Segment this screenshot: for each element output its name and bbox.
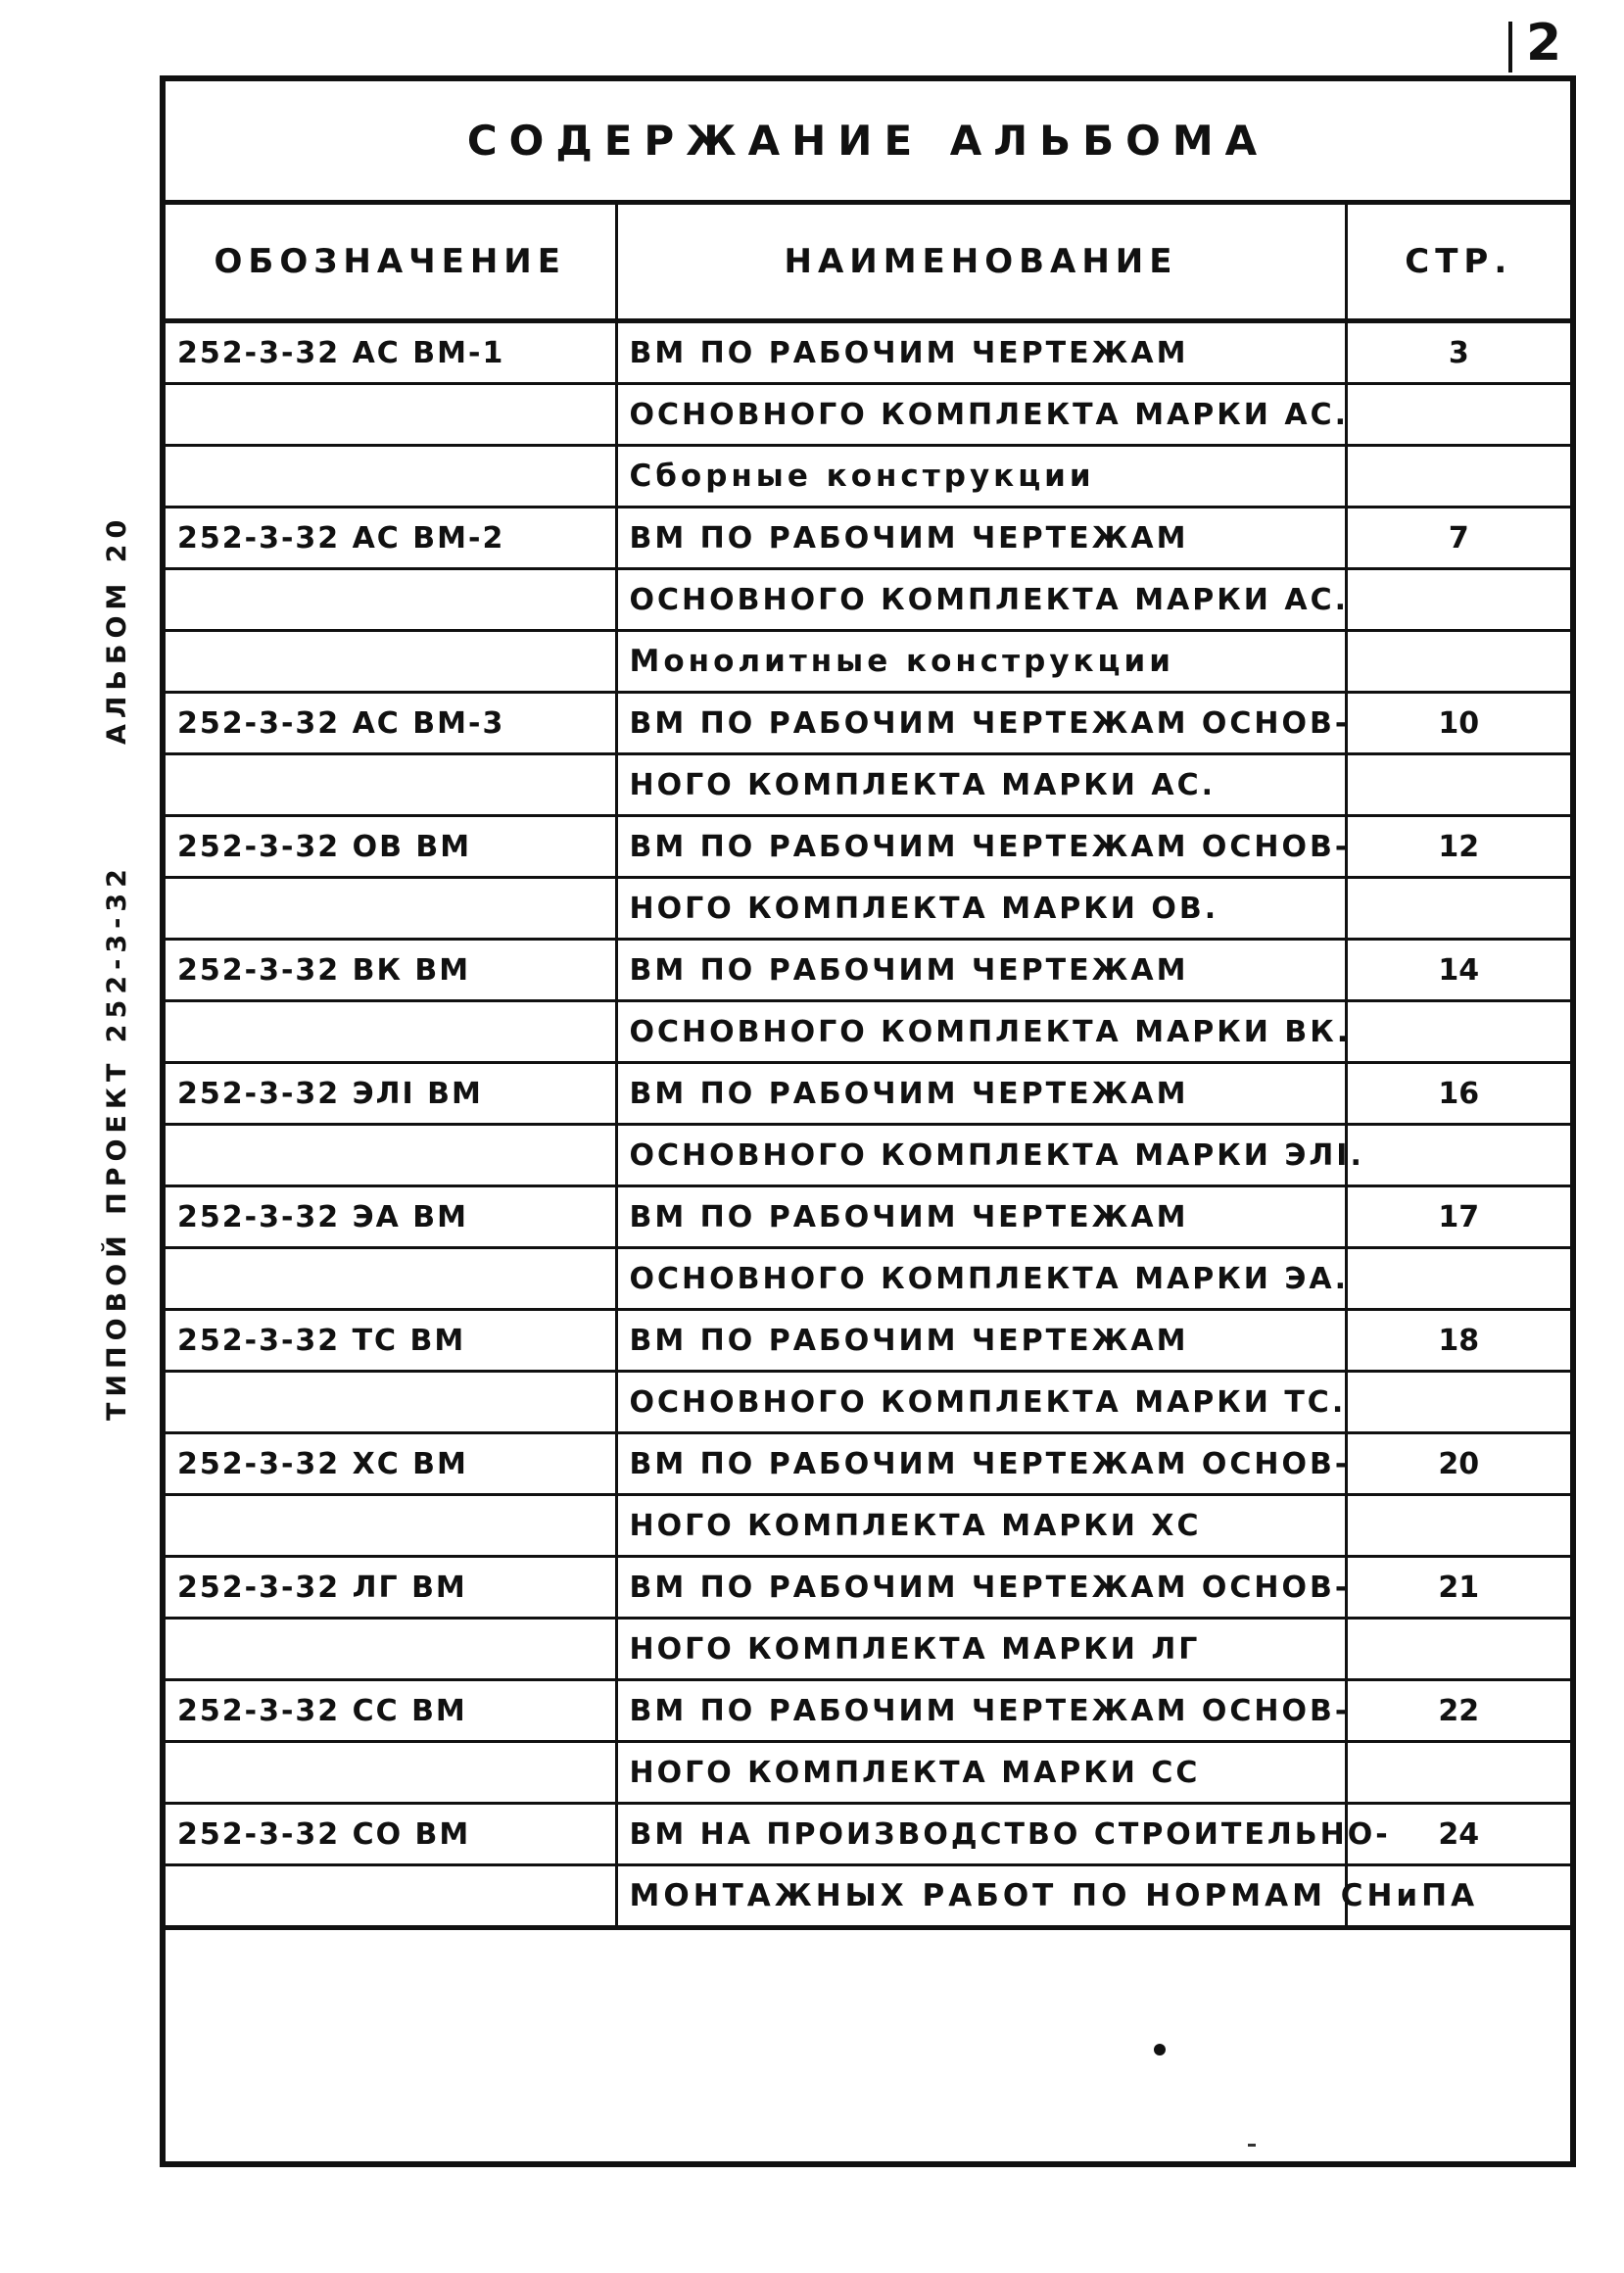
table-row — [166, 1742, 1570, 1804]
designation-cell: 252-3-32 СС ВМ — [166, 1680, 616, 1742]
designation-cell: 252-3-32 СО ВМ — [166, 1804, 616, 1865]
table-row — [166, 1557, 1570, 1619]
ink-dot — [1154, 2044, 1166, 2055]
table-row — [166, 1865, 1570, 1928]
document-frame — [160, 75, 1576, 2167]
table-row — [166, 569, 1570, 631]
page-cell — [1346, 878, 1570, 940]
side-project-label: ТИПОВОЙ ПРОЕКТ 252-3-32 — [102, 863, 132, 1421]
page-cell: 18 — [1346, 1310, 1570, 1372]
table-row — [166, 878, 1570, 940]
page-cell — [1346, 384, 1570, 446]
name-cell: ВМ ПО РАБОЧИМ ЧЕРТЕЖАМ ОСНОВ- — [616, 693, 1346, 754]
name-cell: НОГО КОМПЛЕКТА МАРКИ ЛГ — [616, 1619, 1346, 1680]
page-cell: 14 — [1346, 940, 1570, 1001]
table-row — [166, 1680, 1570, 1742]
sheet-number-text: 2 — [1526, 14, 1564, 73]
page-cell — [1346, 1001, 1570, 1063]
designation-cell — [166, 1495, 616, 1557]
table-row — [166, 1804, 1570, 1865]
name-cell: ВМ ПО РАБОЧИМ ЧЕРТЕЖАМ ОСНОВ- — [616, 1680, 1346, 1742]
designation-cell — [166, 1125, 616, 1186]
name-cell: ВМ НА ПРОИЗВОДСТВО СТРОИТЕЛЬНО- — [616, 1804, 1346, 1865]
page-cell — [1346, 1619, 1570, 1680]
name-cell: НОГО КОМПЛЕКТА МАРКИ АС. — [616, 754, 1346, 816]
name-cell: Сборные конструкции — [616, 446, 1346, 508]
designation-cell: 252-3-32 АС ВМ-3 — [166, 693, 616, 754]
page-cell: 20 — [1346, 1433, 1570, 1495]
designation-cell: 252-3-32 ВК ВМ — [166, 940, 616, 1001]
designation-cell: 252-3-32 ЛГ ВМ — [166, 1557, 616, 1619]
table-row — [166, 1495, 1570, 1557]
designation-cell — [166, 1619, 616, 1680]
name-cell: НОГО КОМПЛЕКТА МАРКИ ОВ. — [616, 878, 1346, 940]
header-row — [166, 205, 1570, 321]
page-cell — [1346, 1495, 1570, 1557]
name-cell: ВМ ПО РАБОЧИМ ЧЕРТЕЖАМ — [616, 1186, 1346, 1248]
table-row — [166, 631, 1570, 693]
table-row — [166, 1619, 1570, 1680]
designation-cell — [166, 446, 616, 508]
page-cell: 16 — [1346, 1063, 1570, 1125]
table-row — [166, 816, 1570, 878]
page-cell — [1346, 754, 1570, 816]
designation-cell: 252-3-32 АС ВМ-2 — [166, 508, 616, 569]
header-designation: ОБОЗНАЧЕНИЕ — [166, 205, 616, 321]
page-cell — [1346, 1372, 1570, 1433]
page-cell — [1346, 446, 1570, 508]
name-cell: ОСНОВНОГО КОМПЛЕКТА МАРКИ АС. — [616, 384, 1346, 446]
name-cell: ВМ ПО РАБОЧИМ ЧЕРТЕЖАМ ОСНОВ- — [616, 1557, 1346, 1619]
page-cell: 17 — [1346, 1186, 1570, 1248]
name-cell: ВМ ПО РАБОЧИМ ЧЕРТЕЖАМ ОСНОВ- — [616, 1433, 1346, 1495]
sheet-number-mark — [1508, 22, 1512, 73]
table-row — [166, 754, 1570, 816]
header-page: СТР. — [1346, 205, 1570, 321]
table-row — [166, 693, 1570, 754]
page-cell: 21 — [1346, 1557, 1570, 1619]
table-row — [166, 321, 1570, 384]
designation-cell: 252-3-32 ХС ВМ — [166, 1433, 616, 1495]
designation-cell — [166, 569, 616, 631]
page-cell: 24 — [1346, 1804, 1570, 1865]
name-cell: ВМ ПО РАБОЧИМ ЧЕРТЕЖАМ — [616, 1310, 1346, 1372]
designation-cell — [166, 878, 616, 940]
page-cell: 3 — [1346, 321, 1570, 384]
table-row — [166, 508, 1570, 569]
name-cell: НОГО КОМПЛЕКТА МАРКИ СС — [616, 1742, 1346, 1804]
table-row — [166, 1372, 1570, 1433]
sheet-number — [1508, 14, 1563, 73]
side-album-label: АЛЬБОМ 20 — [102, 513, 132, 745]
contents-table — [166, 205, 1570, 1930]
name-cell: ОСНОВНОГО КОМПЛЕКТА МАРКИ ЭЛI. — [616, 1125, 1346, 1186]
name-cell: ВМ ПО РАБОЧИМ ЧЕРТЕЖАМ — [616, 508, 1346, 569]
table-row — [166, 1248, 1570, 1310]
designation-cell — [166, 384, 616, 446]
table-row — [166, 1125, 1570, 1186]
page-cell: 10 — [1346, 693, 1570, 754]
name-cell: Монолитные конструкции — [616, 631, 1346, 693]
designation-cell — [166, 1248, 616, 1310]
designation-cell — [166, 1865, 616, 1928]
name-cell: ОСНОВНОГО КОМПЛЕКТА МАРКИ ЭА. — [616, 1248, 1346, 1310]
name-cell: ВМ ПО РАБОЧИМ ЧЕРТЕЖАМ ОСНОВ- — [616, 816, 1346, 878]
name-cell: ВМ ПО РАБОЧИМ ЧЕРТЕЖАМ — [616, 1063, 1346, 1125]
header-name: НАИМЕНОВАНИЕ — [616, 205, 1346, 321]
table-row — [166, 1433, 1570, 1495]
name-cell: НОГО КОМПЛЕКТА МАРКИ ХС — [616, 1495, 1346, 1557]
name-cell: ОСНОВНОГО КОМПЛЕКТА МАРКИ ВК. — [616, 1001, 1346, 1063]
table-row — [166, 1001, 1570, 1063]
table-row — [166, 1063, 1570, 1125]
table-row — [166, 446, 1570, 508]
page-cell — [1346, 569, 1570, 631]
table-row — [166, 1310, 1570, 1372]
designation-cell: 252-3-32 ЭЛI ВМ — [166, 1063, 616, 1125]
designation-cell: 252-3-32 ЭА ВМ — [166, 1186, 616, 1248]
designation-cell: 252-3-32 ТС ВМ — [166, 1310, 616, 1372]
page-cell — [1346, 1125, 1570, 1186]
page-cell: 7 — [1346, 508, 1570, 569]
designation-cell — [166, 631, 616, 693]
name-cell: МОНТАЖНЫХ РАБОТ ПО НОРМАМ СНиПА — [616, 1865, 1346, 1928]
table-row — [166, 940, 1570, 1001]
table-row — [166, 1186, 1570, 1248]
name-cell: ВМ ПО РАБОЧИМ ЧЕРТЕЖАМ — [616, 940, 1346, 1001]
designation-cell: 252-3-32 ОВ ВМ — [166, 816, 616, 878]
designation-cell — [166, 1372, 616, 1433]
table-row — [166, 384, 1570, 446]
ink-speck — [1248, 2144, 1256, 2147]
album-contents-title: СОДЕРЖАНИЕ АЛЬБОМА — [166, 81, 1570, 205]
name-cell: ОСНОВНОГО КОМПЛЕКТА МАРКИ ТС. — [616, 1372, 1346, 1433]
page-cell — [1346, 1248, 1570, 1310]
page-cell: 12 — [1346, 816, 1570, 878]
contents-body — [166, 321, 1570, 1928]
designation-cell — [166, 754, 616, 816]
designation-cell — [166, 1001, 616, 1063]
designation-cell — [166, 1742, 616, 1804]
page-cell: 22 — [1346, 1680, 1570, 1742]
name-cell: ВМ ПО РАБОЧИМ ЧЕРТЕЖАМ — [616, 321, 1346, 384]
designation-cell: 252-3-32 АС ВМ-1 — [166, 321, 616, 384]
page-cell — [1346, 631, 1570, 693]
page-cell — [1346, 1742, 1570, 1804]
name-cell: ОСНОВНОГО КОМПЛЕКТА МАРКИ АС. — [616, 569, 1346, 631]
